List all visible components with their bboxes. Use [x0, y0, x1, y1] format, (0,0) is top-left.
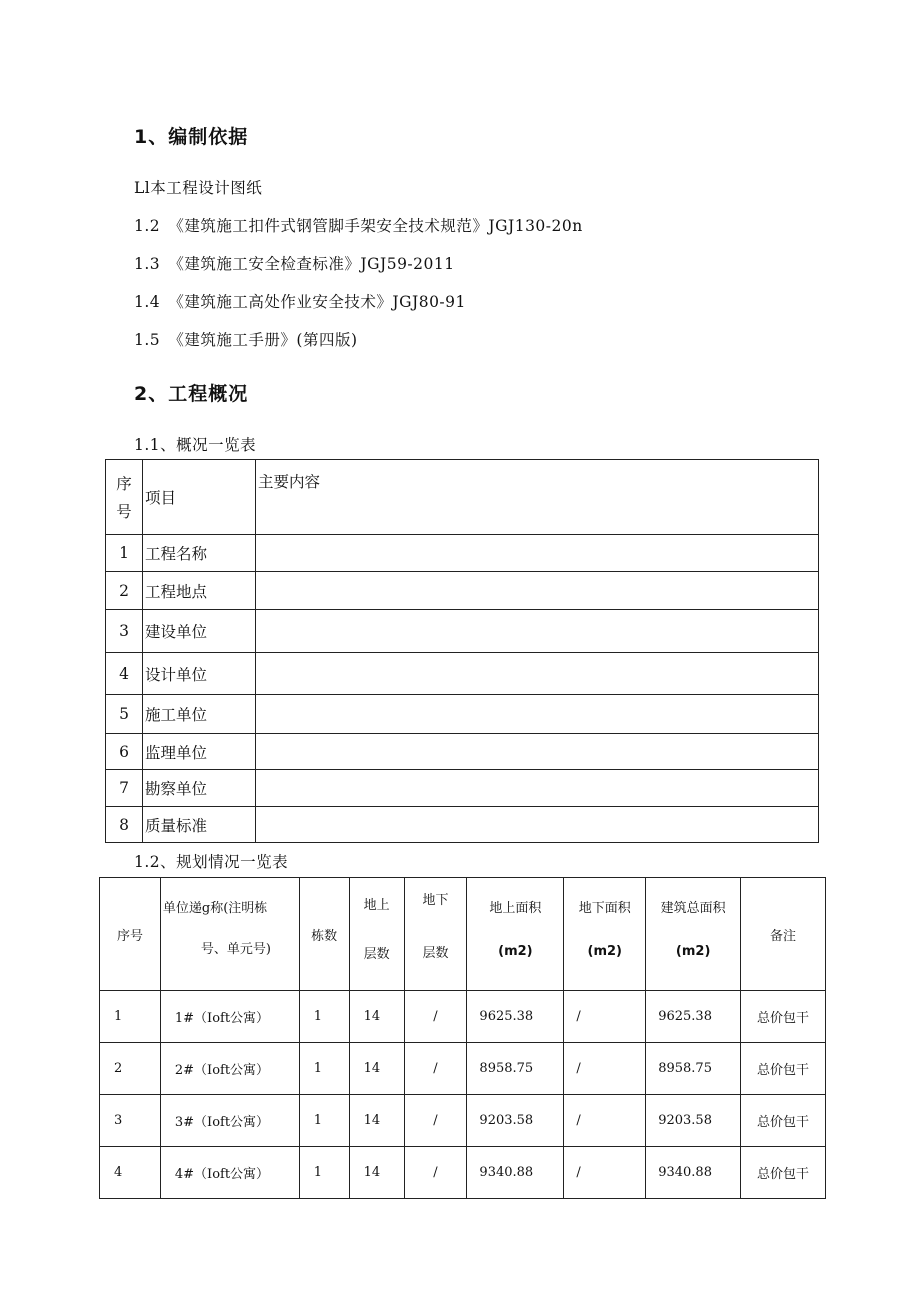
cell-area-total: 8958.75: [646, 1043, 741, 1095]
cell-above: 14: [349, 1095, 404, 1147]
row-item: 施工单位: [143, 695, 256, 734]
row-no: 3: [106, 610, 143, 653]
row-no: 4: [106, 653, 143, 695]
table-row: [100, 1147, 826, 1199]
cell-area-below: /: [564, 1147, 646, 1199]
row-no: 1: [106, 535, 143, 572]
row-no: 2: [106, 572, 143, 610]
row-item: 勘察单位: [143, 770, 256, 807]
cell-remark: 总价包干: [741, 1043, 826, 1095]
cell-name: 2#（Ioft公寓）: [160, 1043, 299, 1095]
cell-area-below: /: [564, 1043, 646, 1095]
table-row: [106, 572, 819, 610]
cell-area-above: 9625.38: [467, 991, 564, 1043]
section-2-title: 2、工程概况: [134, 383, 249, 405]
row-content: [256, 572, 819, 610]
cell-no: 4: [100, 1147, 161, 1199]
table-row: [106, 535, 819, 572]
reference-item: 1.5 《建筑施工手册》(第四版): [134, 331, 358, 349]
cell-count: 1: [299, 1147, 349, 1199]
table-row: [106, 653, 819, 695]
table-row: [100, 991, 826, 1043]
table-row: [106, 695, 819, 734]
section-1-title: 1、编制依据: [134, 126, 249, 148]
cell-area-above: 9203.58: [467, 1095, 564, 1147]
cell-area-below: /: [564, 1095, 646, 1147]
cell-below: /: [404, 1147, 467, 1199]
overview-table: [105, 459, 819, 843]
table-row: [106, 807, 819, 843]
table1-caption: 1.1、概况一览表: [134, 436, 257, 454]
cell-name: 4#（Ioft公寓）: [160, 1147, 299, 1199]
table-row: [100, 1095, 826, 1147]
cell-count: 1: [299, 991, 349, 1043]
row-no: 5: [106, 695, 143, 734]
cell-above: 14: [349, 1147, 404, 1199]
cell-count: 1: [299, 1095, 349, 1147]
header-content: 主要内容: [256, 460, 819, 535]
row-item: 建设单位: [143, 610, 256, 653]
reference-item: 1.3 《建筑施工安全检查标准》JGJ59-2011: [134, 255, 455, 273]
cell-above: 14: [349, 991, 404, 1043]
cell-no: 2: [100, 1043, 161, 1095]
reference-item: 1.4 《建筑施工高处作业安全技术》JGJ80-91: [134, 293, 466, 311]
row-no: 6: [106, 734, 143, 770]
row-content: [256, 695, 819, 734]
row-content: [256, 807, 819, 843]
table-row: [106, 610, 819, 653]
row-content: [256, 653, 819, 695]
header-building-count: 栋数: [299, 878, 349, 991]
row-no: 8: [106, 807, 143, 843]
reference-item: 1.2 《建筑施工扣件式钢管脚手架安全技术规范》JGJ130-20n: [134, 217, 583, 235]
header-floors-below: 地下 层数: [404, 878, 467, 991]
cell-name: 1#（Ioft公寓）: [160, 991, 299, 1043]
cell-remark: 总价包干: [741, 1095, 826, 1147]
cell-above: 14: [349, 1043, 404, 1095]
row-item: 质量标准: [143, 807, 256, 843]
cell-remark: 总价包干: [741, 1147, 826, 1199]
header-area-total: 建筑总面积 (m2): [646, 878, 741, 991]
row-item: 设计单位: [143, 653, 256, 695]
row-item: 工程地点: [143, 572, 256, 610]
table2-caption: 1.2、规划情况一览表: [134, 853, 289, 871]
header-remark: 备注: [741, 878, 826, 991]
cell-below: /: [404, 1095, 467, 1147]
row-content: [256, 610, 819, 653]
cell-area-total: 9625.38: [646, 991, 741, 1043]
header-floors-above: 地上 层数: [349, 878, 404, 991]
table-row: [106, 734, 819, 770]
cell-area-below: /: [564, 991, 646, 1043]
cell-no: 1: [100, 991, 161, 1043]
header-area-below: 地下面积 (m2): [564, 878, 646, 991]
row-content: [256, 535, 819, 572]
cell-below: /: [404, 991, 467, 1043]
header-item: 项目: [143, 460, 256, 535]
header-unit-name: 单位递g称(注明栋 号、单元号): [160, 878, 299, 991]
header-area-above: 地上面积 (m2): [467, 878, 564, 991]
table-header-row: [100, 878, 826, 991]
row-content: [256, 734, 819, 770]
row-item: 工程名称: [143, 535, 256, 572]
planning-table: [99, 877, 826, 1199]
cell-below: /: [404, 1043, 467, 1095]
cell-area-total: 9203.58: [646, 1095, 741, 1147]
cell-name: 3#（Ioft公寓）: [160, 1095, 299, 1147]
table-row: [100, 1043, 826, 1095]
cell-no: 3: [100, 1095, 161, 1147]
row-item: 监理单位: [143, 734, 256, 770]
header-no: 序号: [100, 878, 161, 991]
cell-remark: 总价包干: [741, 991, 826, 1043]
cell-count: 1: [299, 1043, 349, 1095]
table-header-row: [106, 460, 819, 535]
cell-area-total: 9340.88: [646, 1147, 741, 1199]
cell-area-above: 9340.88: [467, 1147, 564, 1199]
header-no: 序 号: [106, 460, 143, 535]
reference-item: Ll本工程设计图纸: [134, 179, 263, 197]
row-no: 7: [106, 770, 143, 807]
cell-area-above: 8958.75: [467, 1043, 564, 1095]
table-row: [106, 770, 819, 807]
row-content: [256, 770, 819, 807]
